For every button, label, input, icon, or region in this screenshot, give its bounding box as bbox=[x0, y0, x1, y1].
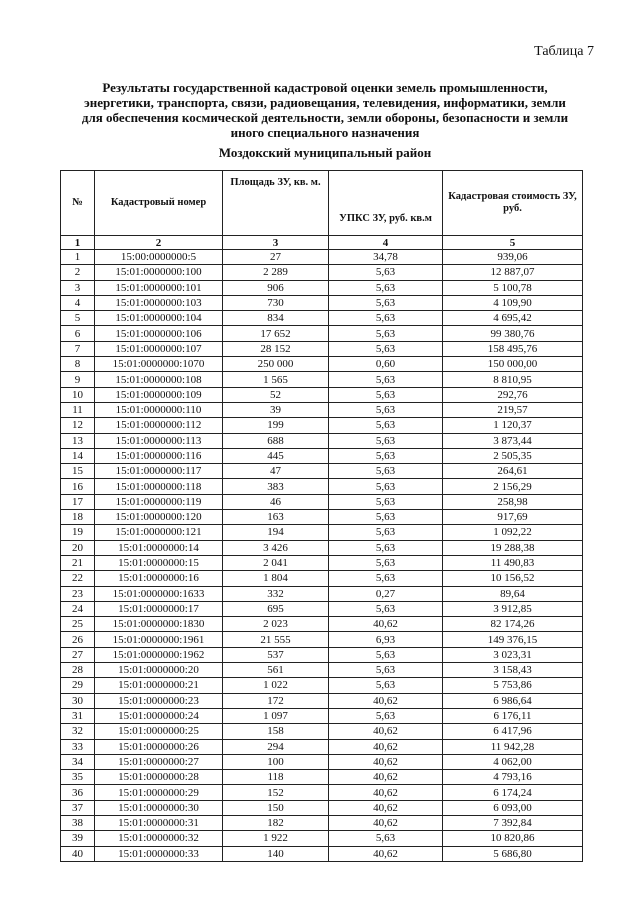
area-value: 906 bbox=[223, 280, 329, 295]
area-value: 140 bbox=[223, 846, 329, 861]
area-value: 100 bbox=[223, 754, 329, 769]
cadastral-number: 15:01:0000000:108 bbox=[95, 372, 223, 387]
row-number: 39 bbox=[61, 831, 95, 846]
upks-value: 5,63 bbox=[329, 571, 443, 586]
column-number: 1 bbox=[61, 236, 95, 250]
table-row bbox=[61, 617, 583, 632]
title-line: для обеспечения космической деятельности, земли обороны, безопасности и земли bbox=[81, 110, 569, 125]
cadastral-number: 15:01:0000000:1961 bbox=[95, 632, 223, 647]
table-row bbox=[61, 754, 583, 769]
cadastral-number: 15:01:0000000:33 bbox=[95, 846, 223, 861]
area-value: 730 bbox=[223, 295, 329, 310]
column-number: 5 bbox=[443, 236, 583, 250]
area-value: 537 bbox=[223, 647, 329, 662]
cost-value: 150 000,00 bbox=[443, 357, 583, 372]
upks-value: 5,63 bbox=[329, 433, 443, 448]
row-number: 36 bbox=[61, 785, 95, 800]
upks-value: 5,63 bbox=[329, 555, 443, 570]
cost-value: 264,61 bbox=[443, 464, 583, 479]
row-number: 6 bbox=[61, 326, 95, 341]
upks-value: 40,62 bbox=[329, 739, 443, 754]
column-number: 4 bbox=[329, 236, 443, 250]
upks-value: 6,93 bbox=[329, 632, 443, 647]
header-upks: УПКС ЗУ, руб. кв.м bbox=[329, 171, 443, 236]
row-number: 3 bbox=[61, 280, 95, 295]
table-row bbox=[61, 693, 583, 708]
table-row bbox=[61, 800, 583, 815]
area-value: 2 289 bbox=[223, 265, 329, 280]
table-row bbox=[61, 770, 583, 785]
cost-value: 6 986,64 bbox=[443, 693, 583, 708]
row-number: 17 bbox=[61, 494, 95, 509]
upks-value: 5,63 bbox=[329, 418, 443, 433]
cost-value: 10 820,86 bbox=[443, 831, 583, 846]
upks-value: 5,63 bbox=[329, 265, 443, 280]
area-value: 28 152 bbox=[223, 341, 329, 356]
cadastral-number: 15:01:0000000:20 bbox=[95, 663, 223, 678]
cadastral-number: 15:01:0000000:25 bbox=[95, 724, 223, 739]
row-number: 15 bbox=[61, 464, 95, 479]
table-row bbox=[61, 326, 583, 341]
table-row bbox=[61, 815, 583, 830]
cost-value: 4 109,90 bbox=[443, 295, 583, 310]
row-number: 37 bbox=[61, 800, 95, 815]
cost-value: 2 505,35 bbox=[443, 448, 583, 463]
row-number: 28 bbox=[61, 663, 95, 678]
cadastral-number: 15:01:0000000:104 bbox=[95, 311, 223, 326]
area-value: 383 bbox=[223, 479, 329, 494]
upks-value: 40,62 bbox=[329, 693, 443, 708]
cadastral-number: 15:01:0000000:27 bbox=[95, 754, 223, 769]
table-row bbox=[61, 708, 583, 723]
row-number: 23 bbox=[61, 586, 95, 601]
area-value: 194 bbox=[223, 525, 329, 540]
table-row bbox=[61, 601, 583, 616]
upks-value: 5,63 bbox=[329, 601, 443, 616]
area-value: 118 bbox=[223, 770, 329, 785]
upks-value: 0,27 bbox=[329, 586, 443, 601]
area-value: 152 bbox=[223, 785, 329, 800]
area-value: 27 bbox=[223, 250, 329, 265]
row-number: 26 bbox=[61, 632, 95, 647]
cadastral-number: 15:01:0000000:107 bbox=[95, 341, 223, 356]
upks-value: 5,63 bbox=[329, 387, 443, 402]
row-number: 1 bbox=[61, 250, 95, 265]
cost-value: 4 062,00 bbox=[443, 754, 583, 769]
area-value: 182 bbox=[223, 815, 329, 830]
area-value: 1 097 bbox=[223, 708, 329, 723]
row-number: 12 bbox=[61, 418, 95, 433]
header-cadastral-cost: Кадастровая стоимость ЗУ, руб. bbox=[443, 171, 583, 236]
area-value: 3 426 bbox=[223, 540, 329, 555]
area-value: 688 bbox=[223, 433, 329, 448]
row-number: 40 bbox=[61, 846, 95, 861]
area-value: 1 922 bbox=[223, 831, 329, 846]
cost-value: 99 380,76 bbox=[443, 326, 583, 341]
table-row bbox=[61, 739, 583, 754]
row-number: 2 bbox=[61, 265, 95, 280]
table-row bbox=[61, 494, 583, 509]
table-row bbox=[61, 586, 583, 601]
table-row bbox=[61, 663, 583, 678]
area-value: 1 804 bbox=[223, 571, 329, 586]
area-value: 172 bbox=[223, 693, 329, 708]
area-value: 1 022 bbox=[223, 678, 329, 693]
table-row bbox=[61, 540, 583, 555]
upks-value: 5,63 bbox=[329, 540, 443, 555]
cost-value: 149 376,15 bbox=[443, 632, 583, 647]
table-row bbox=[61, 433, 583, 448]
cost-value: 12 887,07 bbox=[443, 265, 583, 280]
title-line: иного специального назначения bbox=[230, 125, 420, 140]
row-number: 35 bbox=[61, 770, 95, 785]
area-value: 445 bbox=[223, 448, 329, 463]
table-row bbox=[61, 647, 583, 662]
district-subtitle: Моздокский муниципальный район bbox=[218, 145, 432, 160]
cadastral-number: 15:01:0000000:26 bbox=[95, 739, 223, 754]
upks-value: 40,62 bbox=[329, 754, 443, 769]
header-area: Площадь ЗУ, кв. м. bbox=[223, 171, 329, 236]
cost-value: 1 092,22 bbox=[443, 525, 583, 540]
cost-value: 4 695,42 bbox=[443, 311, 583, 326]
cadastral-number: 15:01:0000000:119 bbox=[95, 494, 223, 509]
area-value: 163 bbox=[223, 510, 329, 525]
row-number: 20 bbox=[61, 540, 95, 555]
upks-value: 40,62 bbox=[329, 770, 443, 785]
cost-value: 3 023,31 bbox=[443, 647, 583, 662]
row-number: 14 bbox=[61, 448, 95, 463]
upks-value: 5,63 bbox=[329, 464, 443, 479]
row-number: 11 bbox=[61, 402, 95, 417]
cadastral-number: 15:01:0000000:28 bbox=[95, 770, 223, 785]
cadastral-number: 15:01:0000000:120 bbox=[95, 510, 223, 525]
cost-value: 258,98 bbox=[443, 494, 583, 509]
cadastral-number: 15:01:0000000:24 bbox=[95, 708, 223, 723]
cost-value: 10 156,52 bbox=[443, 571, 583, 586]
table-row bbox=[61, 311, 583, 326]
upks-value: 5,63 bbox=[329, 280, 443, 295]
table-row bbox=[61, 250, 583, 265]
cost-value: 3 158,43 bbox=[443, 663, 583, 678]
table-row bbox=[61, 785, 583, 800]
area-value: 47 bbox=[223, 464, 329, 479]
cadastral-number: 15:01:0000000:1633 bbox=[95, 586, 223, 601]
cost-value: 1 120,37 bbox=[443, 418, 583, 433]
table-row bbox=[61, 632, 583, 647]
cost-value: 6 174,24 bbox=[443, 785, 583, 800]
row-number: 22 bbox=[61, 571, 95, 586]
row-number: 32 bbox=[61, 724, 95, 739]
cadastral-number: 15:01:0000000:101 bbox=[95, 280, 223, 295]
table-row bbox=[61, 357, 583, 372]
valuation-table bbox=[60, 170, 583, 862]
upks-value: 5,63 bbox=[329, 295, 443, 310]
row-number: 38 bbox=[61, 815, 95, 830]
table-row bbox=[61, 448, 583, 463]
upks-value: 40,62 bbox=[329, 724, 443, 739]
row-number: 27 bbox=[61, 647, 95, 662]
row-number: 31 bbox=[61, 708, 95, 723]
cost-value: 5 100,78 bbox=[443, 280, 583, 295]
cadastral-number: 15:01:0000000:113 bbox=[95, 433, 223, 448]
cadastral-number: 15:01:0000000:112 bbox=[95, 418, 223, 433]
document-title bbox=[52, 80, 598, 140]
row-number: 18 bbox=[61, 510, 95, 525]
cost-value: 939,06 bbox=[443, 250, 583, 265]
title-line: Результаты государственной кадастровой оценки земель промышленности, bbox=[102, 80, 548, 95]
area-value: 21 555 bbox=[223, 632, 329, 647]
title-line: энергетики, транспорта, связи, радиовещания, телевидения, информатики, земли bbox=[84, 95, 566, 110]
table-row bbox=[61, 724, 583, 739]
upks-value: 5,63 bbox=[329, 831, 443, 846]
cadastral-number: 15:01:0000000:106 bbox=[95, 326, 223, 341]
cost-value: 82 174,26 bbox=[443, 617, 583, 632]
upks-value: 40,62 bbox=[329, 785, 443, 800]
cadastral-number: 15:01:0000000:32 bbox=[95, 831, 223, 846]
row-number: 24 bbox=[61, 601, 95, 616]
upks-value: 0,60 bbox=[329, 357, 443, 372]
table-row bbox=[61, 295, 583, 310]
upks-value: 5,63 bbox=[329, 448, 443, 463]
area-value: 332 bbox=[223, 586, 329, 601]
table-body bbox=[61, 250, 583, 862]
cadastral-number: 15:01:0000000:109 bbox=[95, 387, 223, 402]
upks-value: 5,63 bbox=[329, 708, 443, 723]
area-value: 294 bbox=[223, 739, 329, 754]
row-number: 16 bbox=[61, 479, 95, 494]
area-value: 561 bbox=[223, 663, 329, 678]
cost-value: 19 288,38 bbox=[443, 540, 583, 555]
table-row bbox=[61, 372, 583, 387]
cost-value: 3 912,85 bbox=[443, 601, 583, 616]
row-number: 21 bbox=[61, 555, 95, 570]
table-row bbox=[61, 265, 583, 280]
cost-value: 917,69 bbox=[443, 510, 583, 525]
upks-value: 5,63 bbox=[329, 479, 443, 494]
column-number: 3 bbox=[223, 236, 329, 250]
area-value: 834 bbox=[223, 311, 329, 326]
cost-value: 4 793,16 bbox=[443, 770, 583, 785]
cost-value: 8 810,95 bbox=[443, 372, 583, 387]
cost-value: 11 942,28 bbox=[443, 739, 583, 754]
column-number: 2 bbox=[95, 236, 223, 250]
table-row bbox=[61, 525, 583, 540]
area-value: 2 023 bbox=[223, 617, 329, 632]
upks-value: 5,63 bbox=[329, 341, 443, 356]
cost-value: 3 873,44 bbox=[443, 433, 583, 448]
cadastral-number: 15:01:0000000:1070 bbox=[95, 357, 223, 372]
cadastral-number: 15:01:0000000:16 bbox=[95, 571, 223, 586]
table-row bbox=[61, 846, 583, 861]
table-row bbox=[61, 555, 583, 570]
upks-value: 5,63 bbox=[329, 647, 443, 662]
area-value: 1 565 bbox=[223, 372, 329, 387]
cadastral-number: 15:01:0000000:1830 bbox=[95, 617, 223, 632]
upks-value: 5,63 bbox=[329, 525, 443, 540]
area-value: 695 bbox=[223, 601, 329, 616]
area-value: 199 bbox=[223, 418, 329, 433]
upks-value: 5,63 bbox=[329, 510, 443, 525]
area-value: 250 000 bbox=[223, 357, 329, 372]
header-num: № bbox=[61, 171, 95, 236]
cost-value: 292,76 bbox=[443, 387, 583, 402]
cadastral-number: 15:01:0000000:30 bbox=[95, 800, 223, 815]
upks-value: 5,63 bbox=[329, 326, 443, 341]
area-value: 150 bbox=[223, 800, 329, 815]
upks-value: 5,63 bbox=[329, 678, 443, 693]
cadastral-number: 15:01:0000000:118 bbox=[95, 479, 223, 494]
row-number: 25 bbox=[61, 617, 95, 632]
cadastral-number: 15:01:0000000:1962 bbox=[95, 647, 223, 662]
cost-value: 5 686,80 bbox=[443, 846, 583, 861]
upks-value: 5,63 bbox=[329, 663, 443, 678]
row-number: 13 bbox=[61, 433, 95, 448]
area-value: 46 bbox=[223, 494, 329, 509]
upks-value: 40,62 bbox=[329, 815, 443, 830]
table-row bbox=[61, 479, 583, 494]
table-row bbox=[61, 387, 583, 402]
table-label: Таблица 7 bbox=[534, 44, 594, 59]
upks-value: 5,63 bbox=[329, 494, 443, 509]
row-number: 34 bbox=[61, 754, 95, 769]
table-row bbox=[61, 464, 583, 479]
row-number: 9 bbox=[61, 372, 95, 387]
cadastral-number: 15:01:0000000:31 bbox=[95, 815, 223, 830]
area-value: 39 bbox=[223, 402, 329, 417]
cadastral-number: 15:01:0000000:100 bbox=[95, 265, 223, 280]
row-number: 30 bbox=[61, 693, 95, 708]
cost-value: 7 392,84 bbox=[443, 815, 583, 830]
cadastral-number: 15:01:0000000:110 bbox=[95, 402, 223, 417]
cadastral-number: 15:01:0000000:103 bbox=[95, 295, 223, 310]
cost-value: 6 093,00 bbox=[443, 800, 583, 815]
table-row bbox=[61, 678, 583, 693]
table-row bbox=[61, 510, 583, 525]
cadastral-number: 15:01:0000000:121 bbox=[95, 525, 223, 540]
table-row bbox=[61, 571, 583, 586]
cost-value: 219,57 bbox=[443, 402, 583, 417]
area-value: 158 bbox=[223, 724, 329, 739]
cadastral-number: 15:01:0000000:29 bbox=[95, 785, 223, 800]
row-number: 10 bbox=[61, 387, 95, 402]
upks-value: 40,62 bbox=[329, 846, 443, 861]
upks-value: 40,62 bbox=[329, 617, 443, 632]
table-row bbox=[61, 402, 583, 417]
upks-value: 34,78 bbox=[329, 250, 443, 265]
cost-value: 158 495,76 bbox=[443, 341, 583, 356]
cadastral-number: 15:01:0000000:14 bbox=[95, 540, 223, 555]
area-value: 17 652 bbox=[223, 326, 329, 341]
row-number: 8 bbox=[61, 357, 95, 372]
cost-value: 6 176,11 bbox=[443, 708, 583, 723]
cost-value: 11 490,83 bbox=[443, 555, 583, 570]
cadastral-number: 15:01:0000000:17 bbox=[95, 601, 223, 616]
cost-value: 2 156,29 bbox=[443, 479, 583, 494]
row-number: 33 bbox=[61, 739, 95, 754]
header-cadastral-number: Кадастровый номер bbox=[95, 171, 223, 236]
area-value: 52 bbox=[223, 387, 329, 402]
upks-value: 5,63 bbox=[329, 311, 443, 326]
table-row bbox=[61, 341, 583, 356]
cadastral-number: 15:01:0000000:117 bbox=[95, 464, 223, 479]
row-number: 5 bbox=[61, 311, 95, 326]
cost-value: 89,64 bbox=[443, 586, 583, 601]
area-value: 2 041 bbox=[223, 555, 329, 570]
cadastral-number: 15:01:0000000:21 bbox=[95, 678, 223, 693]
row-number: 29 bbox=[61, 678, 95, 693]
upks-value: 5,63 bbox=[329, 372, 443, 387]
row-number: 19 bbox=[61, 525, 95, 540]
upks-value: 40,62 bbox=[329, 800, 443, 815]
upks-value: 5,63 bbox=[329, 402, 443, 417]
table-row bbox=[61, 418, 583, 433]
cadastral-number: 15:01:0000000:23 bbox=[95, 693, 223, 708]
table-row bbox=[61, 831, 583, 846]
cadastral-number: 15:00:0000000:5 bbox=[95, 250, 223, 265]
table-row bbox=[61, 280, 583, 295]
row-number: 7 bbox=[61, 341, 95, 356]
cost-value: 6 417,96 bbox=[443, 724, 583, 739]
row-number: 4 bbox=[61, 295, 95, 310]
cadastral-number: 15:01:0000000:15 bbox=[95, 555, 223, 570]
cost-value: 5 753,86 bbox=[443, 678, 583, 693]
cadastral-number: 15:01:0000000:116 bbox=[95, 448, 223, 463]
